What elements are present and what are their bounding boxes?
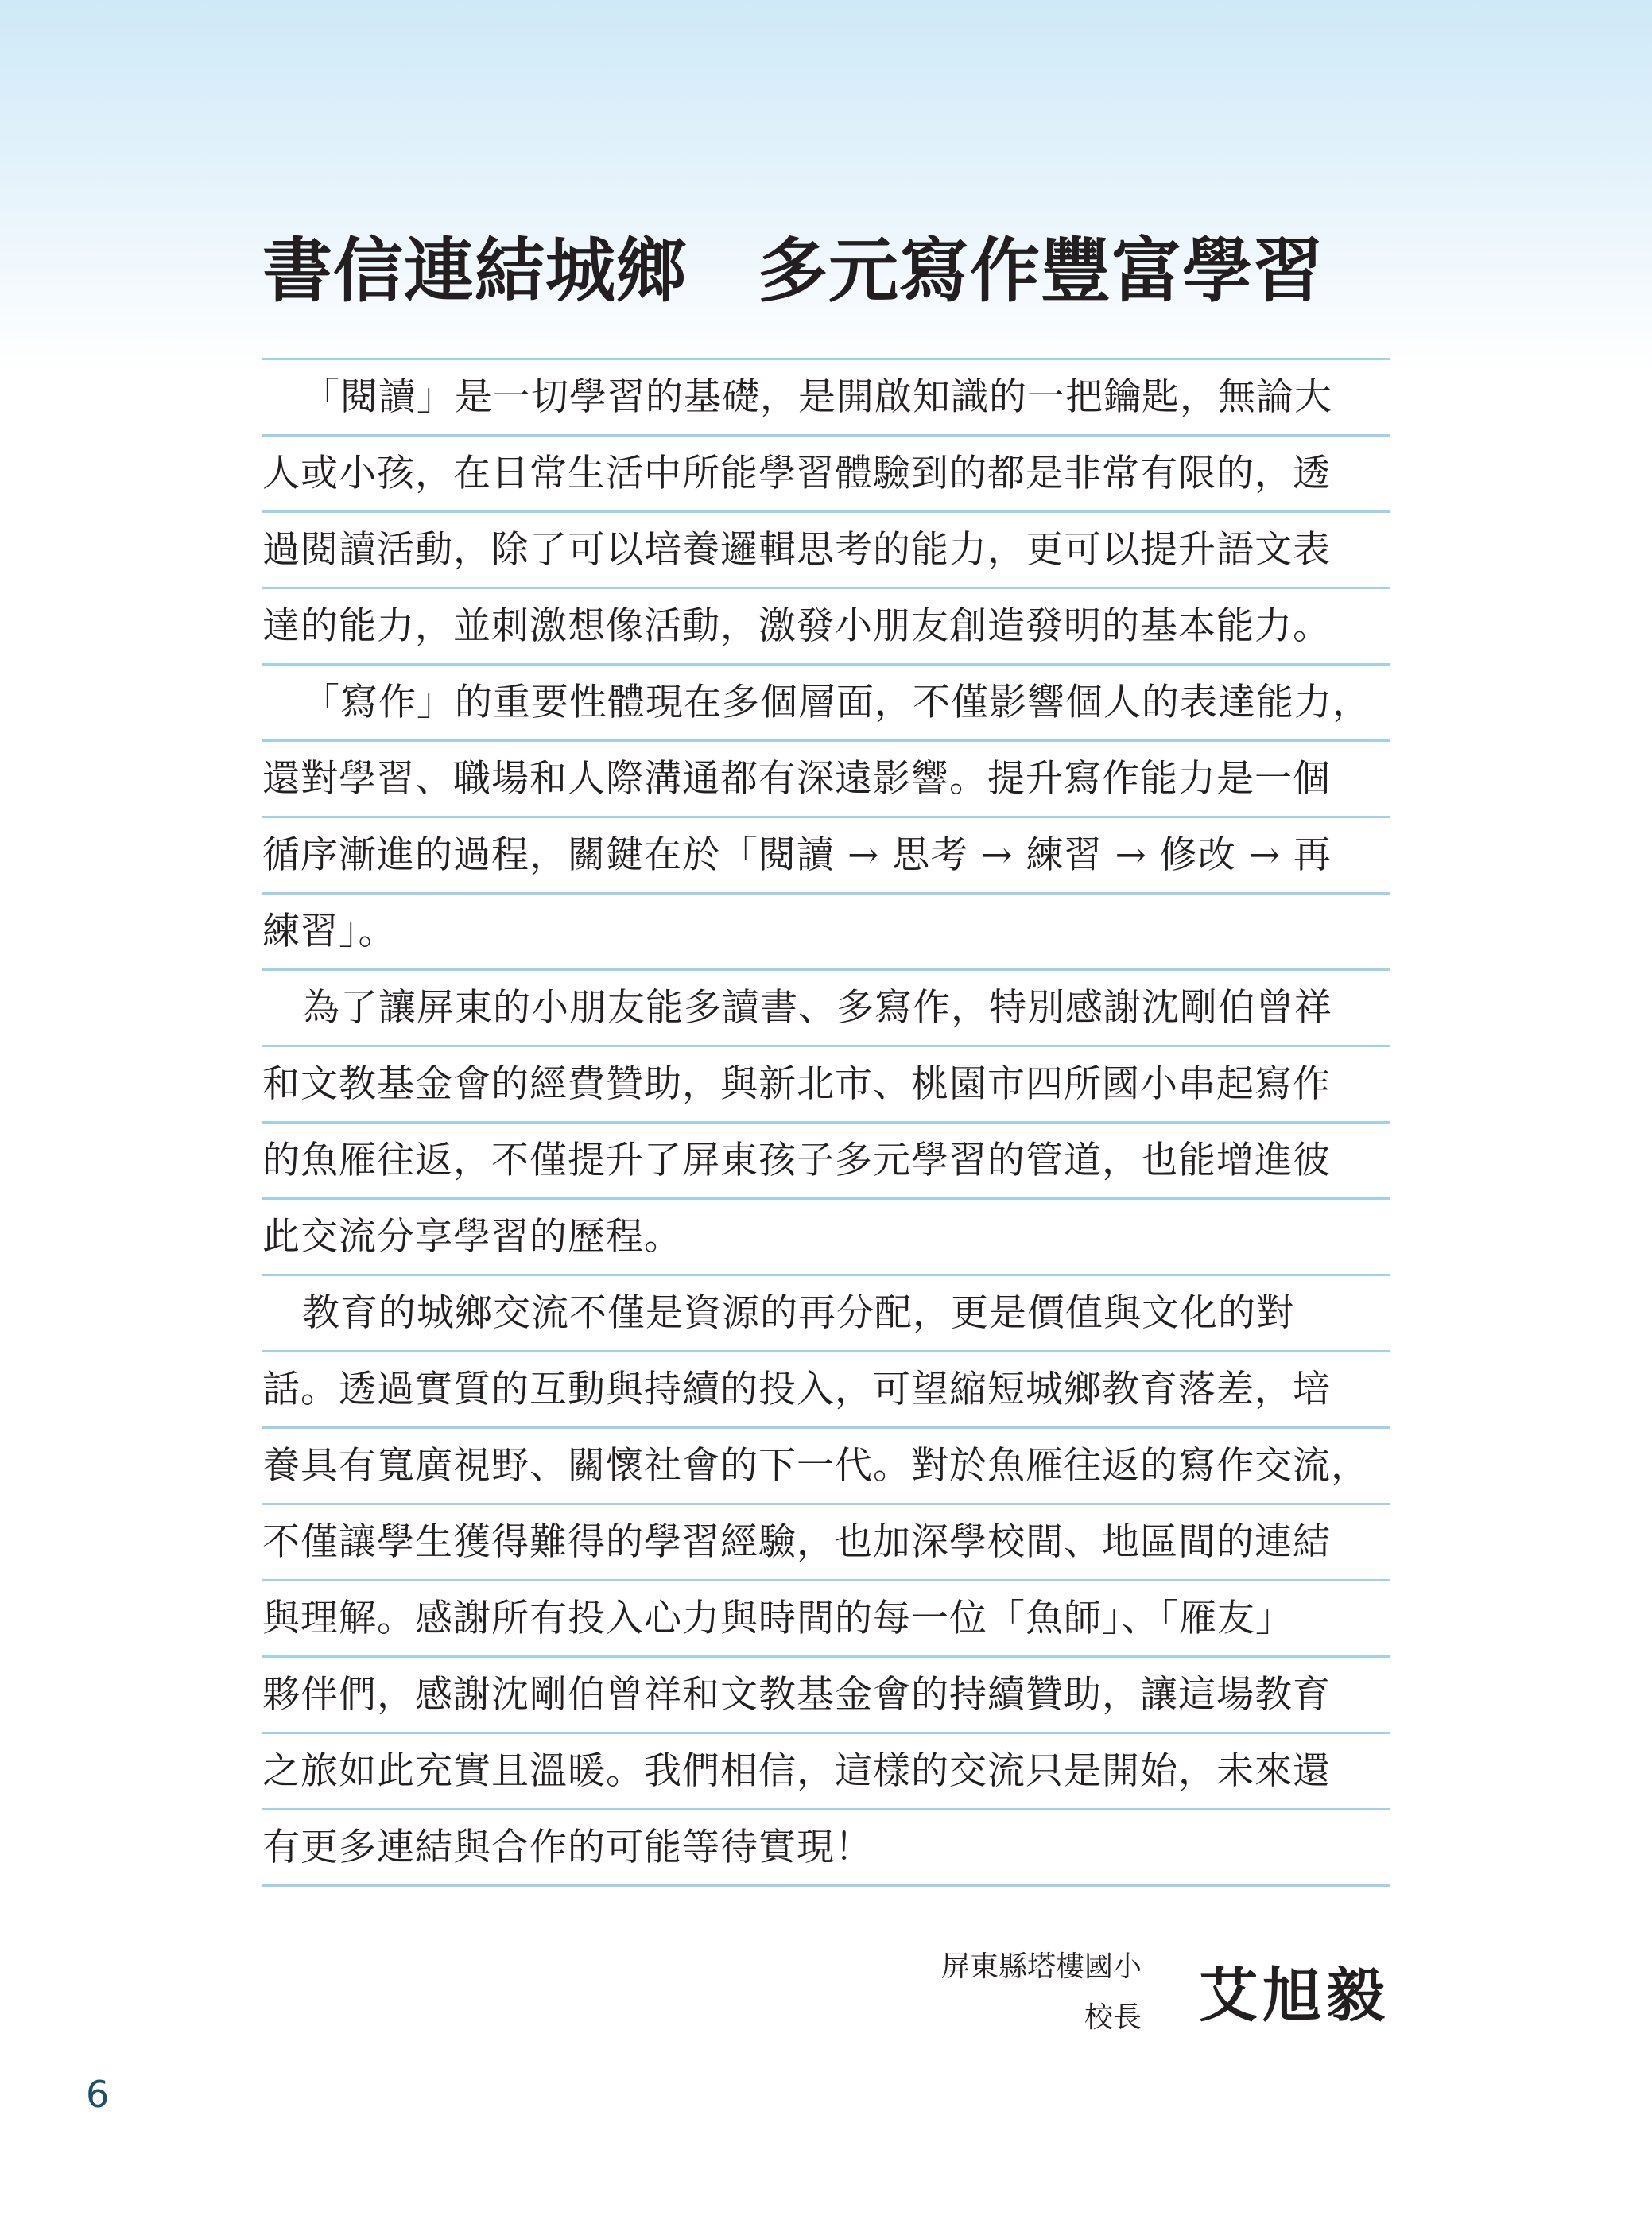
paragraph-4-line-6: 夥伴們，感謝沈剛伯曾祥和文教基金會的持續贊助，讓這場教育: [262, 1655, 1390, 1732]
paragraph-3-line-1: 為了讓屏東的小朋友能多讀書、多寫作，特別感謝沈剛伯曾祥: [262, 968, 1390, 1045]
paragraph-3-line-2: 和文教基金會的經費贊助，與新北市、桃園市四所國小串起寫作: [262, 1045, 1390, 1121]
signature-role: 校長: [1084, 2001, 1142, 2034]
paragraph-4-line-4: 不僅讓學生獲得難得的學習經驗，也加深學校間、地區間的連結: [262, 1503, 1390, 1579]
paragraph-2-line-2: 還對學習、職場和人際溝通都有深遠影響。提升寫作能力是一個: [262, 739, 1390, 816]
signature-block: [795, 1940, 1390, 2059]
page-number: 6: [86, 2073, 110, 2116]
page-title: 書信連結城鄉 多元寫作豐富學習: [262, 229, 1324, 312]
signature-school: 屏東縣塔樓國小: [940, 1950, 1142, 1983]
paragraph-4-line-5: 與理解。感謝所有投入心力與時間的每一位「魚師」、「雁友」: [262, 1579, 1390, 1655]
paragraph-4-line-8: 有更多連結與合作的可能等待實現！: [262, 1808, 1390, 1884]
paragraph-1-line-2: 人或小孩，在日常生活中所能學習體驗到的都是非常有限的，透: [262, 434, 1390, 510]
paragraph-2-line-4: 練習」。: [262, 892, 1390, 968]
paragraph-3-line-4: 此交流分享學習的歷程。: [262, 1197, 1390, 1274]
paragraph-1-line-1: 「閱讀」是一切學習的基礎，是開啟知識的一把鑰匙，無論大: [262, 358, 1390, 434]
closing-rule: [262, 1884, 1390, 1887]
body-text: [262, 358, 1390, 1887]
paragraph-1-line-3: 過閱讀活動，除了可以培養邏輯思考的能力，更可以提升語文表: [262, 510, 1390, 587]
paragraph-4-line-3: 養具有寬廣視野、關懷社會的下一代。對於魚雁往返的寫作交流，: [262, 1426, 1390, 1503]
paragraph-2-line-3: 循序漸進的過程，關鍵在於「閱讀 → 思考 → 練習 → 修改 → 再: [262, 816, 1390, 892]
paragraph-3-line-3: 的魚雁往返，不僅提升了屏東孩子多元學習的管道，也能增進彼: [262, 1121, 1390, 1197]
header-gradient: [0, 0, 1652, 374]
signature-name: 艾旭毅: [1199, 1962, 1390, 2030]
paragraph-4-line-7: 之旅如此充實且溫暖。我們相信，這樣的交流只是開始，未來還: [262, 1732, 1390, 1808]
paragraph-1-line-4: 達的能力，並刺激想像活動，激發小朋友創造發明的基本能力。: [262, 587, 1390, 663]
paragraph-4-line-1: 教育的城鄉交流不僅是資源的再分配，更是價值與文化的對: [262, 1274, 1390, 1350]
paragraph-4-line-2: 話。透過實質的互動與持續的投入，可望縮短城鄉教育落差，培: [262, 1350, 1390, 1426]
paragraph-2-line-1: 「寫作」的重要性體現在多個層面，不僅影響個人的表達能力，: [262, 663, 1390, 739]
